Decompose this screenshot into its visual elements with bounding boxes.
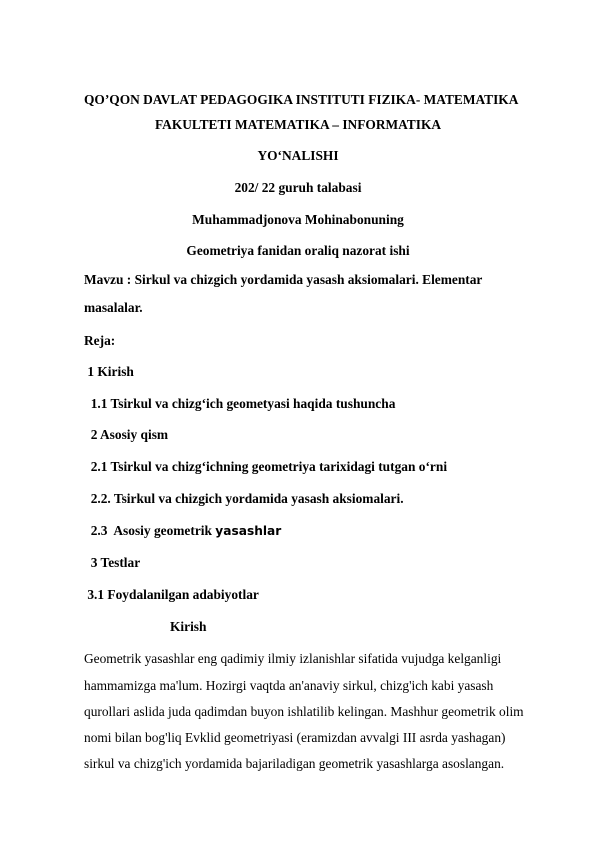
intro-paragraph-line: qurollari aslida juda qadimdan buyon ishlatilib kelingan. Mashhur geometrik olim [84, 704, 524, 719]
plan-item: 1 Kirish [84, 364, 134, 379]
plan-item: 2.2. Tsirkul va chizgich yordamida yasash aksiomalari. [84, 491, 404, 506]
topic-line-1: Mavzu : Sirkul va chizgich yordamida yasash aksiomalari. Elementar [84, 272, 483, 287]
intro-paragraph-line: hammamizga ma'lum. Hozirgi vaqtda an'anaviy sirkul, chizg'ich kabi yasash [84, 678, 494, 693]
intro-paragraph-line: sirkul va chizg'ich yordamida bajariladigan geometrik yasashlarga asoslangan. [84, 756, 505, 771]
plan-item: 3.1 Foydalanilgan adabiyotlar [84, 587, 259, 602]
header-direction-line: YO‘NALISHI [257, 148, 339, 163]
header-work-title: Geometriya fanidan oraliq nazorat ishi [186, 243, 410, 258]
header-faculty-line: FAKULTETI MATEMATIKA – INFORMATIKA [154, 117, 442, 132]
plan-title: Reja: [84, 333, 116, 348]
intro-paragraph-line: Geometrik yasashlar eng qadimiy ilmiy izlanishlar sifatida vujudga kelganligi [84, 651, 502, 666]
plan-item-text: 2.3 Asosiy geometrik [84, 523, 216, 538]
plan-item: 2.1 Tsirkul va chizg‘ichning geometriya tarixidagi tutgan o‘rni [84, 459, 448, 474]
plan-item: 1.1 Tsirkul va chizg‘ich geometyasi haqida tushuncha [84, 396, 396, 411]
header-group-line: 202/ 22 guruh talabasi [234, 180, 362, 195]
header-institute-line: QO’QON DAVLAT PEDAGOGIKA INSTITUTI FIZIKA- MATEMATIKA [84, 92, 519, 107]
intro-heading: Kirish [170, 619, 207, 634]
plan-item: 3 Testlar [84, 555, 141, 570]
plan-item: 2 Asosiy qism [84, 427, 169, 442]
plan-item [84, 523, 281, 539]
topic-line-2: masalalar. [84, 300, 143, 315]
header-student-name: Muhammadjonova Mohinabonuning [192, 212, 404, 227]
intro-paragraph-line: nomi bilan bog'liq Evklid geometriyasi (eramizdan avvalgi III asrda yashagan) [84, 730, 506, 745]
plan-item-suffix: yasashlar [215, 524, 282, 538]
